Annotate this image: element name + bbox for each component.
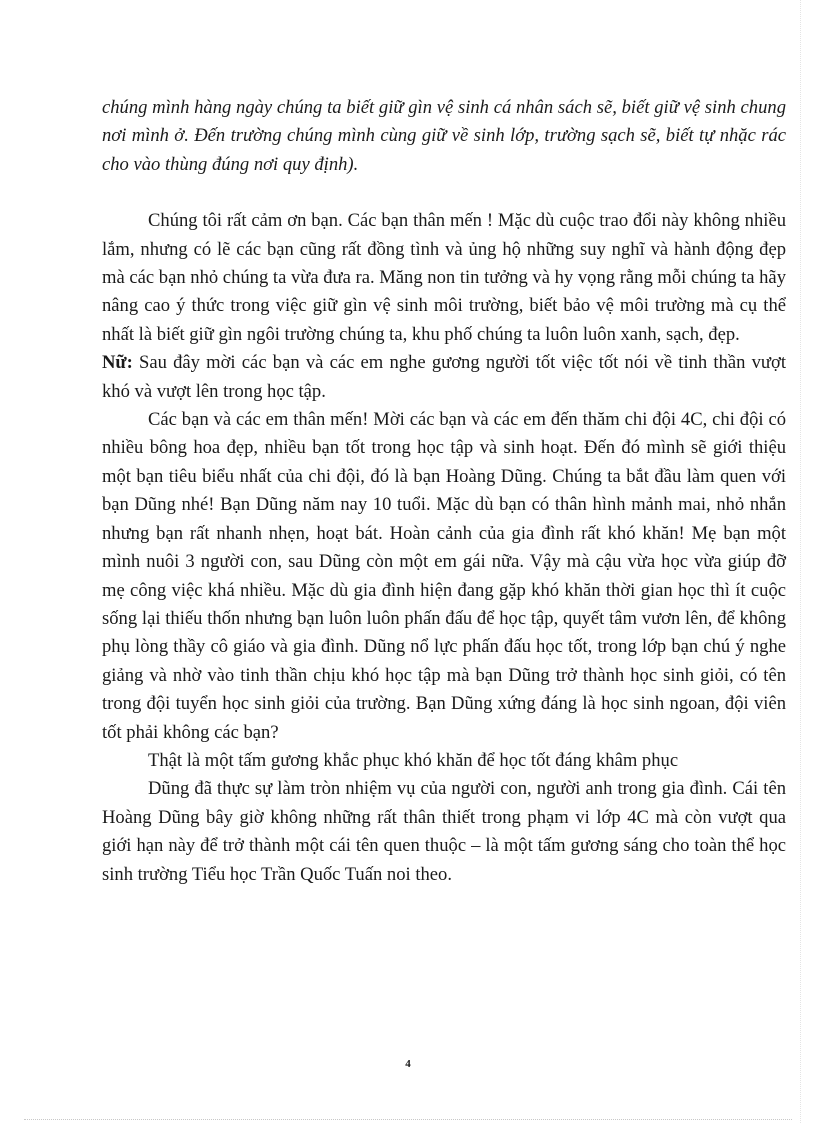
speaker-label: Nữ: — [102, 352, 133, 374]
speaker-line — [102, 349, 786, 406]
paragraph-admiration: Thật là một tấm gương khắc phục khó khăn để học tốt đáng khâm phục — [148, 749, 679, 771]
paragraph-thanks: Chúng tôi rất cảm ơn bạn. Các bạn thân mến ! Mặc dù cuộc trao đổi này không nhiều lắm, nhưng có lẽ các bạn cũng rất đồng tình và ủng hộ những suy nghĩ và hành động đẹp mà các bạn nhỏ chúng ta vừa đưa ra. Măng non tin tưởng và hy vọng rằng mỗi chúng ta hãy nâng cao ý thức trong việc giữ gìn vệ sinh môi trường, biết bảo vệ môi trường mà cụ thể nhất là biết giữ gìn ngôi trường chúng ta, khu phố chúng ta luôn luôn xanh, sạch, đẹp. — [102, 210, 786, 345]
paragraph-story: Các bạn và các em thân mến! Mời các bạn và các em đến thăm chi đội 4C, chi đội có nhiều bông hoa đẹp, nhiều bạn tốt trong học tập và sinh hoạt. Đến đó mình sẽ giới thiệu một bạn tiêu biểu nhất của chi đội, đó là bạn Hoàng Dũng. Chúng ta bắt đầu làm quen với bạn Dũng nhé! Bạn Dũng năm nay 10 tuổi. Mặc dù bạn có thân hình mảnh mai, nhỏ nhắn nhưng bạn rất nhanh nhẹn, hoạt bát. Hoàn cảnh của gia đình rất khó khăn! Mẹ bạn một mình nuôi 3 người con, sau Dũng còn một em gái nữa. Vậy mà cậu vừa học vừa giúp đỡ mẹ công việc khá nhiều. Mặc dù gia đình hiện đang gặp khó khăn thời gian học thì ít cuộc sống lại thiếu thốn nhưng bạn luôn luôn phấn đấu để học tập, quyết tâm vươn lên, để không phụ lòng thầy cô giáo và gia đình. Dũng nổ lực phấn đấu học tốt, trong lớp bạn chú ý nghe giảng và nhờ vào tinh thần chịu khó học tập mà bạn Dũng trở thành học sinh giỏi, có tên trong đội tuyển học sinh giỏi của trường. Bạn Dũng xứng đáng là học sinh ngoan, đội viên tốt phải không các bạn? — [102, 409, 786, 743]
page-number: 4 — [405, 1058, 411, 1070]
page-border-bottom — [24, 1119, 792, 1120]
speaker-text: Sau đây mời các bạn và các em nghe gương người tốt việc tốt nói về tinh thần vượt khó và vượt lên trong học tập. — [102, 352, 786, 402]
paragraph-conclusion: Dũng đã thực sự làm tròn nhiệm vụ của người con, người anh trong gia đình. Cái tên Hoàng Dũng bây giờ không những rất thân thiết trong phạm vi lớp 4C mà còn vượt qua giới hạn này để trở thành một cái tên quen thuộc – là một tấm gương sáng cho toàn thể học sinh trường Tiểu học Trần Quốc Tuấn noi theo. — [102, 778, 786, 885]
page-content — [102, 94, 786, 889]
intro-paragraph: chúng mình hàng ngày chúng ta biết giữ gìn vệ sinh cá nhân sách sẽ, biết giữ vệ sinh chung nơi mình ở. Đến trường chúng mình cùng giữ về sinh lớp, trường sạch sẽ, biết tự nhặc rác cho vào thùng đúng nơi quy định). — [102, 97, 786, 175]
page-border-right — [800, 0, 801, 1123]
